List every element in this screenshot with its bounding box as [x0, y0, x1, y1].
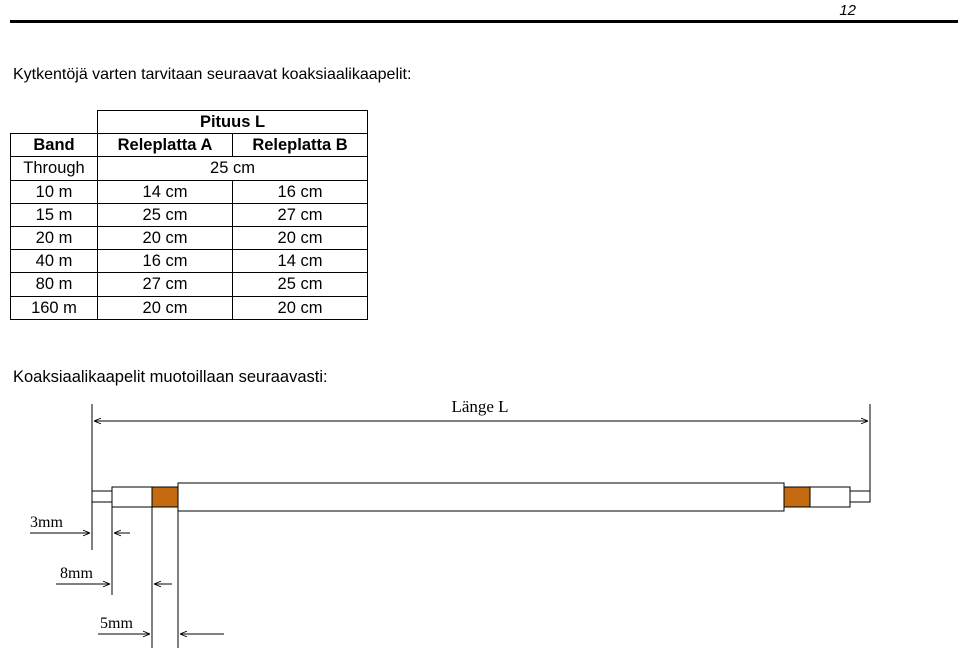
- band-header: Band: [11, 134, 98, 157]
- relay-b-cell: 27 cm: [233, 203, 368, 226]
- table-row: [11, 180, 368, 203]
- relay-b-cell: 14 cm: [233, 250, 368, 273]
- right-shield: [784, 487, 810, 507]
- header-rule: [10, 20, 958, 23]
- band-cell: 10 m: [11, 180, 98, 203]
- length-dimension: [92, 397, 870, 550]
- right-inner-conductor: [850, 491, 870, 502]
- relay-b-cell: 25 cm: [233, 273, 368, 296]
- dim-8mm-label: 8mm: [60, 565, 93, 582]
- band-cell: Through: [11, 157, 98, 180]
- band-cell: 15 m: [11, 203, 98, 226]
- length-label: Länge L: [451, 397, 509, 416]
- band-cell: 80 m: [11, 273, 98, 296]
- left-shield: [152, 487, 178, 507]
- relay-a-cell: 20 cm: [98, 226, 233, 249]
- relay-a-cell: 27 cm: [98, 273, 233, 296]
- dimension-3mm: [30, 514, 130, 533]
- dim-5mm-label: 5mm: [100, 615, 133, 632]
- cable-length-table: [10, 110, 368, 320]
- pituus-header: Pituus L: [98, 111, 368, 134]
- table-row: [11, 157, 368, 180]
- intro-text: Kytkentöjä varten tarvitaan seuraavat koaksiaalikaapelit:: [13, 66, 412, 83]
- through-length-cell: 25 cm: [98, 157, 368, 180]
- relay-a-cell: 16 cm: [98, 250, 233, 273]
- table-row: [11, 111, 368, 134]
- relay-a-cell: 20 cm: [98, 296, 233, 319]
- relay-b-cell: 20 cm: [233, 296, 368, 319]
- relay-a-cell: 25 cm: [98, 203, 233, 226]
- left-inner-conductor: [92, 491, 112, 502]
- page-number: 12: [839, 2, 856, 19]
- band-cell: 160 m: [11, 296, 98, 319]
- table-row: [11, 250, 368, 273]
- outro-text: Koaksiaalikaapelit muotoillaan seuraavasti:: [13, 368, 328, 386]
- empty-corner-cell: [11, 111, 98, 134]
- coax-cable-drawing: [0, 380, 960, 671]
- table-row: [11, 296, 368, 319]
- cable-jacket: [178, 483, 784, 511]
- relay-b-cell: 16 cm: [233, 180, 368, 203]
- table-row: [11, 226, 368, 249]
- table-row: [11, 203, 368, 226]
- band-cell: 40 m: [11, 250, 98, 273]
- dimension-5mm: [98, 615, 224, 634]
- table-row: [11, 134, 368, 157]
- right-dielectric: [810, 487, 850, 507]
- band-cell: 20 m: [11, 226, 98, 249]
- left-dielectric: [112, 487, 152, 507]
- dimension-8mm: [56, 565, 172, 584]
- relay-b-header: Releplatta B: [233, 134, 368, 157]
- table-row: [11, 273, 368, 296]
- dim-3mm-label: 3mm: [30, 514, 63, 531]
- relay-b-cell: 20 cm: [233, 226, 368, 249]
- relay-a-header: Releplatta A: [98, 134, 233, 157]
- coax-cable: [92, 483, 870, 511]
- relay-a-cell: 14 cm: [98, 180, 233, 203]
